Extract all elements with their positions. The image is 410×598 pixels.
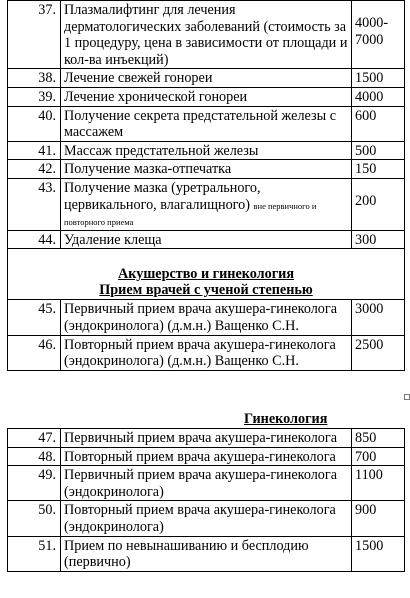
service-name: Повторный прием врача акушера-гинеколога — [61, 447, 352, 466]
service-price: 1100 — [352, 466, 405, 501]
service-name: Лечение хронической гонореи — [61, 87, 352, 106]
row-number: 37. — [8, 1, 61, 69]
service-price: 700 — [352, 447, 405, 466]
service-name-cell — [61, 178, 352, 230]
section-title: Акушерство и гинекология — [118, 266, 294, 283]
service-note: вне первичного и повторного приема — [64, 200, 317, 228]
service-price: 4000 — [352, 87, 405, 106]
table-row — [8, 1, 405, 69]
service-name: Первичный прием врача акушера-гинеколога (эндокринолога) — [61, 466, 352, 501]
table-row — [8, 230, 405, 249]
service-price: 300 — [352, 230, 405, 249]
service-name: Повторный прием врача акушера-гинеколога (эндокринолога) (д.м.н.) Ващенко С.Н. — [61, 335, 352, 370]
service-price: 1500 — [352, 536, 405, 571]
row-number: 46. — [8, 335, 61, 370]
service-price: 150 — [352, 160, 405, 179]
table-row — [8, 87, 405, 106]
service-name: Повторный прием врача акушера-гинеколога (эндокринолога) — [61, 501, 352, 536]
price-table-gynecology — [7, 428, 405, 572]
table-row — [8, 69, 405, 88]
service-name: Получение мазка-отпечатка — [61, 160, 352, 179]
section-header-cell — [8, 249, 405, 300]
table-row — [8, 178, 405, 230]
table-resize-handle[interactable] — [404, 394, 410, 400]
service-name: Получение секрета предстательной железы с массажем — [61, 106, 352, 141]
row-number: 44. — [8, 230, 61, 249]
table-row — [8, 447, 405, 466]
section-header-row — [8, 249, 405, 300]
service-name: Лечение свежей гонореи — [61, 69, 352, 88]
service-price: 2500 — [352, 335, 405, 370]
table-row — [8, 501, 405, 536]
row-number: 47. — [8, 429, 61, 448]
service-name: Массаж предстательной железы — [61, 141, 352, 160]
row-number: 40. — [8, 106, 61, 141]
service-name: Первичный прием врача акушера-гинеколога (эндокринолога) (д.м.н.) Ващенко С.Н. — [61, 300, 352, 335]
service-price: 3000 — [352, 300, 405, 335]
service-price: 200 — [352, 178, 405, 230]
table-row — [8, 335, 405, 370]
price-table-dermatology — [7, 0, 405, 371]
service-name: Первичный прием врача акушера-гинеколога — [61, 429, 352, 448]
row-number: 50. — [8, 501, 61, 536]
table-row — [8, 536, 405, 571]
service-price: 500 — [352, 141, 405, 160]
service-price: 4000-7000 — [352, 1, 405, 69]
table-row — [8, 466, 405, 501]
section-title-gynecology: Гинекология — [244, 411, 328, 427]
row-number: 39. — [8, 87, 61, 106]
service-name: Плазмалифтинг для лечения дерматологических заболеваний (стоимость за 1 процедуру, цена в зависимости от площади и кол-ва инъекций) — [61, 1, 352, 69]
service-name: Получение мазка (уретрального, цервикального, влагалищного) — [64, 179, 261, 213]
service-price: 900 — [352, 501, 405, 536]
row-number: 38. — [8, 69, 61, 88]
table-row — [8, 106, 405, 141]
service-price: 600 — [352, 106, 405, 141]
row-number: 45. — [8, 300, 61, 335]
service-price: 850 — [352, 429, 405, 448]
row-number: 51. — [8, 536, 61, 571]
row-number: 43. — [8, 178, 61, 230]
service-name: Удаление клеща — [61, 230, 352, 249]
table-row — [8, 429, 405, 448]
table-row — [8, 141, 405, 160]
row-number: 41. — [8, 141, 61, 160]
row-number: 42. — [8, 160, 61, 179]
section-subtitle: Прием врачей с ученой степенью — [99, 282, 313, 299]
table-row — [8, 160, 405, 179]
service-name: Прием по невынашиванию и бесплодию (первично) — [61, 536, 352, 571]
service-price: 1500 — [352, 69, 405, 88]
row-number: 48. — [8, 447, 61, 466]
table-row — [8, 300, 405, 335]
row-number: 49. — [8, 466, 61, 501]
